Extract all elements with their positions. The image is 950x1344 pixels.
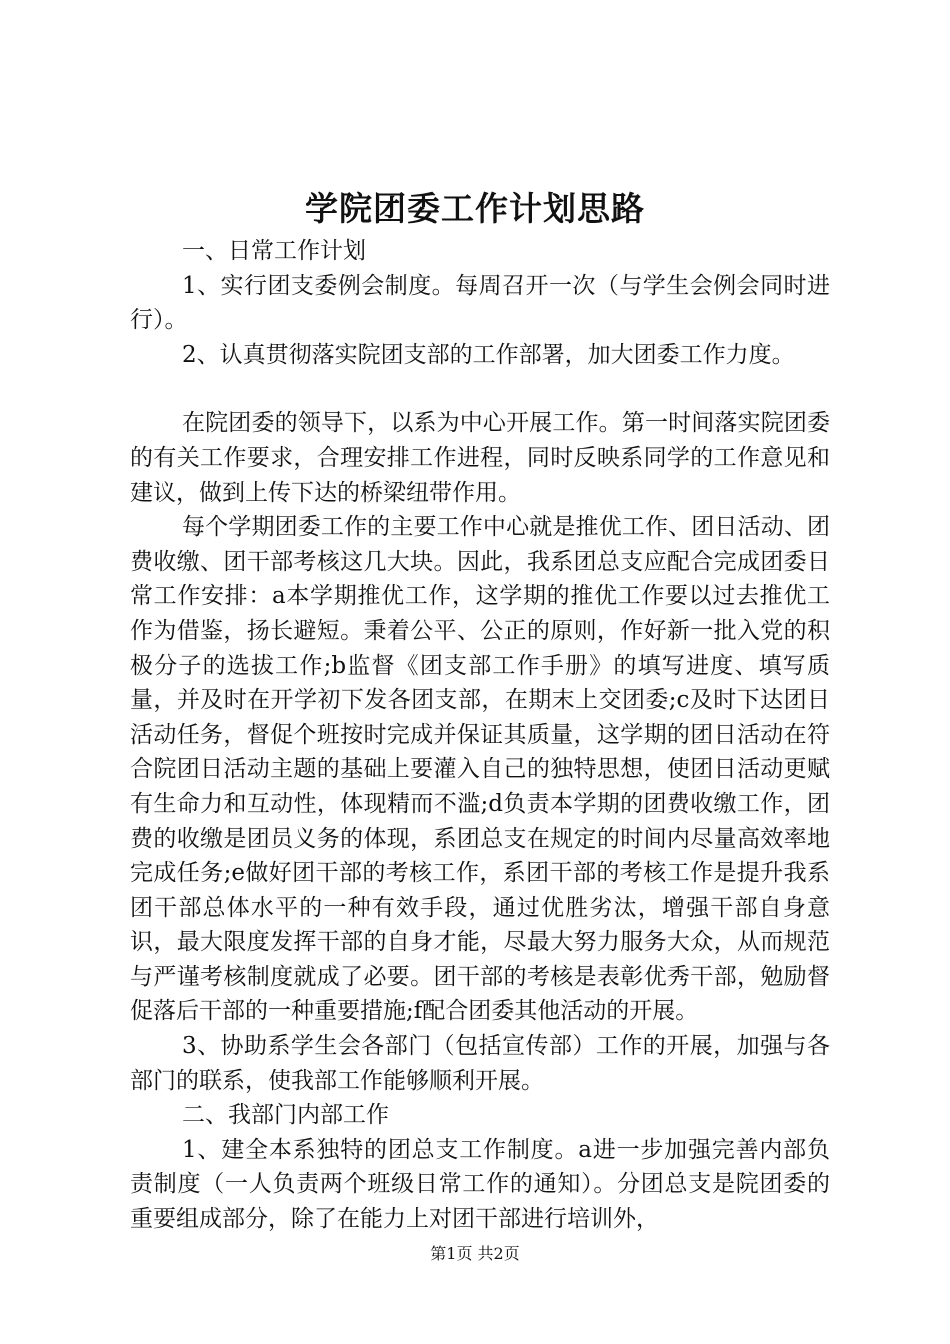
paragraph-item-1: 1、实行团支委例会制度。每周召开一次（与学生会例会同时进行）。	[130, 272, 830, 334]
paragraph-internal-item-1: 1、建全本系独特的团总支工作制度。a进一步加强完善内部负责制度（一人负责两个班级日常工作的通知）。分团总支是院团委的重要组成部分，除了在能力上对团干部进行培训外，	[130, 1136, 830, 1233]
document-body	[130, 234, 830, 1237]
section-heading-internal-work: 二、我部门内部工作	[182, 1102, 389, 1129]
page-footer: 第1页 共2页	[430, 1244, 520, 1263]
document-title: 学院团委工作计划思路	[305, 189, 645, 228]
paragraph-semester-work: 每个学期团委工作的主要工作中心就是推优工作、团日活动、团费收缴、团干部考核这几大块。因此，我系团总支应配合完成团委日常工作安排：a本学期推优工作，这学期的推优工作要以过去推优工作为借鉴，扬长避短。秉着公平、公正的原则，作好新一批入党的积极分子的选拔工作;b监督《团支部工作手册》的填写进度、填写质量，并及时在开学初下发各团支部，在期末上交团委;c及时下达团日活动任务，督促个班按时完成并保证其质量，这学期的团日活动在符合院团日活动主题的基础上要灌入自己的独特思想，使团日活动更赋有生命力和互动性，体现精而不滥;d负责本学期的团费收缴工作，团费的收缴是团员义务的体现，系团总支在规定的时间内尽量高效率地完成任务;e做好团干部的考核工作，系团干部的考核工作是提升我系团干部总体水平的一种有效手段，通过优胜劣汰，增强干部自身意识，最大限度发挥干部的自身才能，尽最大努力服务大众，从而规范与严谨考核制度就成了必要。团干部的考核是表彰优秀干部，勉励督促落后干部的一种重要措施;f配合团委其他活动的开展。	[130, 514, 830, 1025]
paragraph-item-2: 2、认真贯彻落实院团支部的工作部署，加大团委工作力度。	[182, 341, 795, 368]
paragraph-item-3: 3、协助系学生会各部门（包括宣传部）工作的开展，加强与各部门的联系，使我部工作能够顺利开展。	[130, 1033, 830, 1094]
paragraph-leadership: 在院团委的领导下，以系为中心开展工作。第一时间落实院团委的有关工作要求，合理安排工作进程，同时反映系同学的工作意见和建议，做到上传下达的桥梁纽带作用。	[130, 410, 830, 506]
section-heading-daily-work: 一、日常工作计划	[182, 238, 366, 264]
blank-line	[130, 372, 830, 406]
